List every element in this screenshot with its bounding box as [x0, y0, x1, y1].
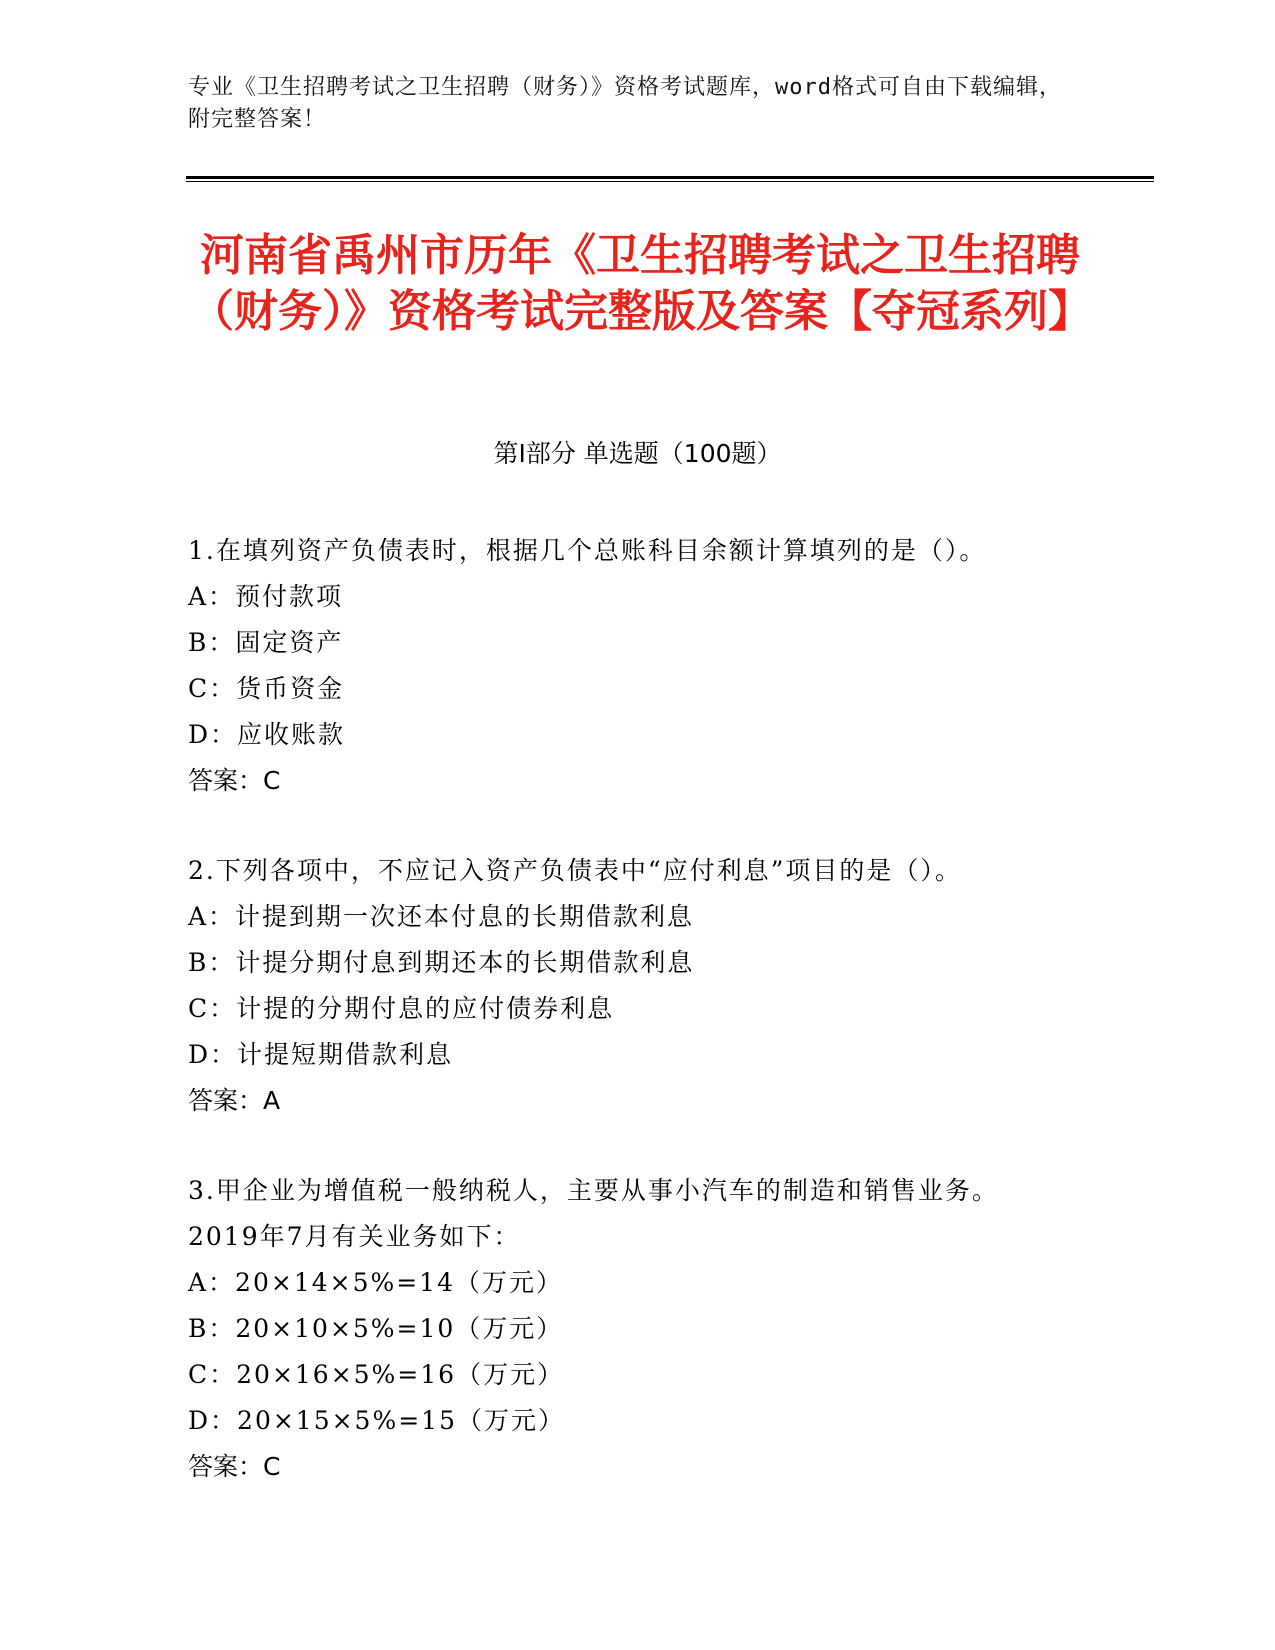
document-title: 河南省禹州市历年《卫生招聘考试之卫生招聘（财务）》资格考试完整版及答案【夺冠系列】 — [190, 230, 1092, 337]
option-d: D：20×15×5%=15（万元） — [188, 1406, 565, 1435]
option-c: C：计提的分期付息的应付债券利息 — [188, 994, 615, 1023]
option-d: D：应收账款 — [188, 720, 346, 749]
option-a: A：20×14×5%=14（万元） — [188, 1268, 563, 1297]
answer: 答案：A — [188, 1086, 281, 1115]
option-c: C：20×16×5%=16（万元） — [188, 1360, 565, 1389]
header-divider-thick — [186, 176, 1154, 179]
question-stem-continued: 2019年7月有关业务如下： — [188, 1222, 521, 1251]
option-b: B：20×10×5%=10（万元） — [188, 1314, 564, 1343]
option-d: D：计提短期借款利息 — [188, 1040, 454, 1069]
header-note: 专业《卫生招聘考试之卫生招聘（财务）》资格考试题库，word格式可自由下载编辑，附完整答案！ — [188, 75, 1062, 132]
question-stem: 2.下列各项中，不应记入资产负债表中“应付利息”项目的是（）。 — [188, 856, 962, 885]
question-stem: 3.甲企业为增值税一般纳税人，主要从事小汽车的制造和销售业务。 — [188, 1176, 999, 1205]
option-b: B：固定资产 — [188, 628, 344, 657]
section-title: 第I部分 单选题（100题） — [493, 439, 782, 468]
answer: 答案：C — [188, 1452, 281, 1481]
question-2 — [188, 848, 1088, 1124]
option-c: C：货币资金 — [188, 674, 345, 703]
option-a: A：计提到期一次还本付息的长期借款利息 — [188, 902, 695, 931]
question-3 — [188, 1168, 1088, 1490]
answer: 答案：C — [188, 766, 281, 795]
question-stem: 1.在填列资产负债表时，根据几个总账科目余额计算填列的是（）。 — [188, 536, 987, 565]
question-list — [188, 528, 1088, 1534]
option-a: A：预付款项 — [188, 582, 344, 611]
header-divider-thin — [186, 181, 1154, 182]
option-b: B：计提分期付息到期还本的长期借款利息 — [188, 948, 695, 977]
question-1 — [188, 528, 1088, 804]
